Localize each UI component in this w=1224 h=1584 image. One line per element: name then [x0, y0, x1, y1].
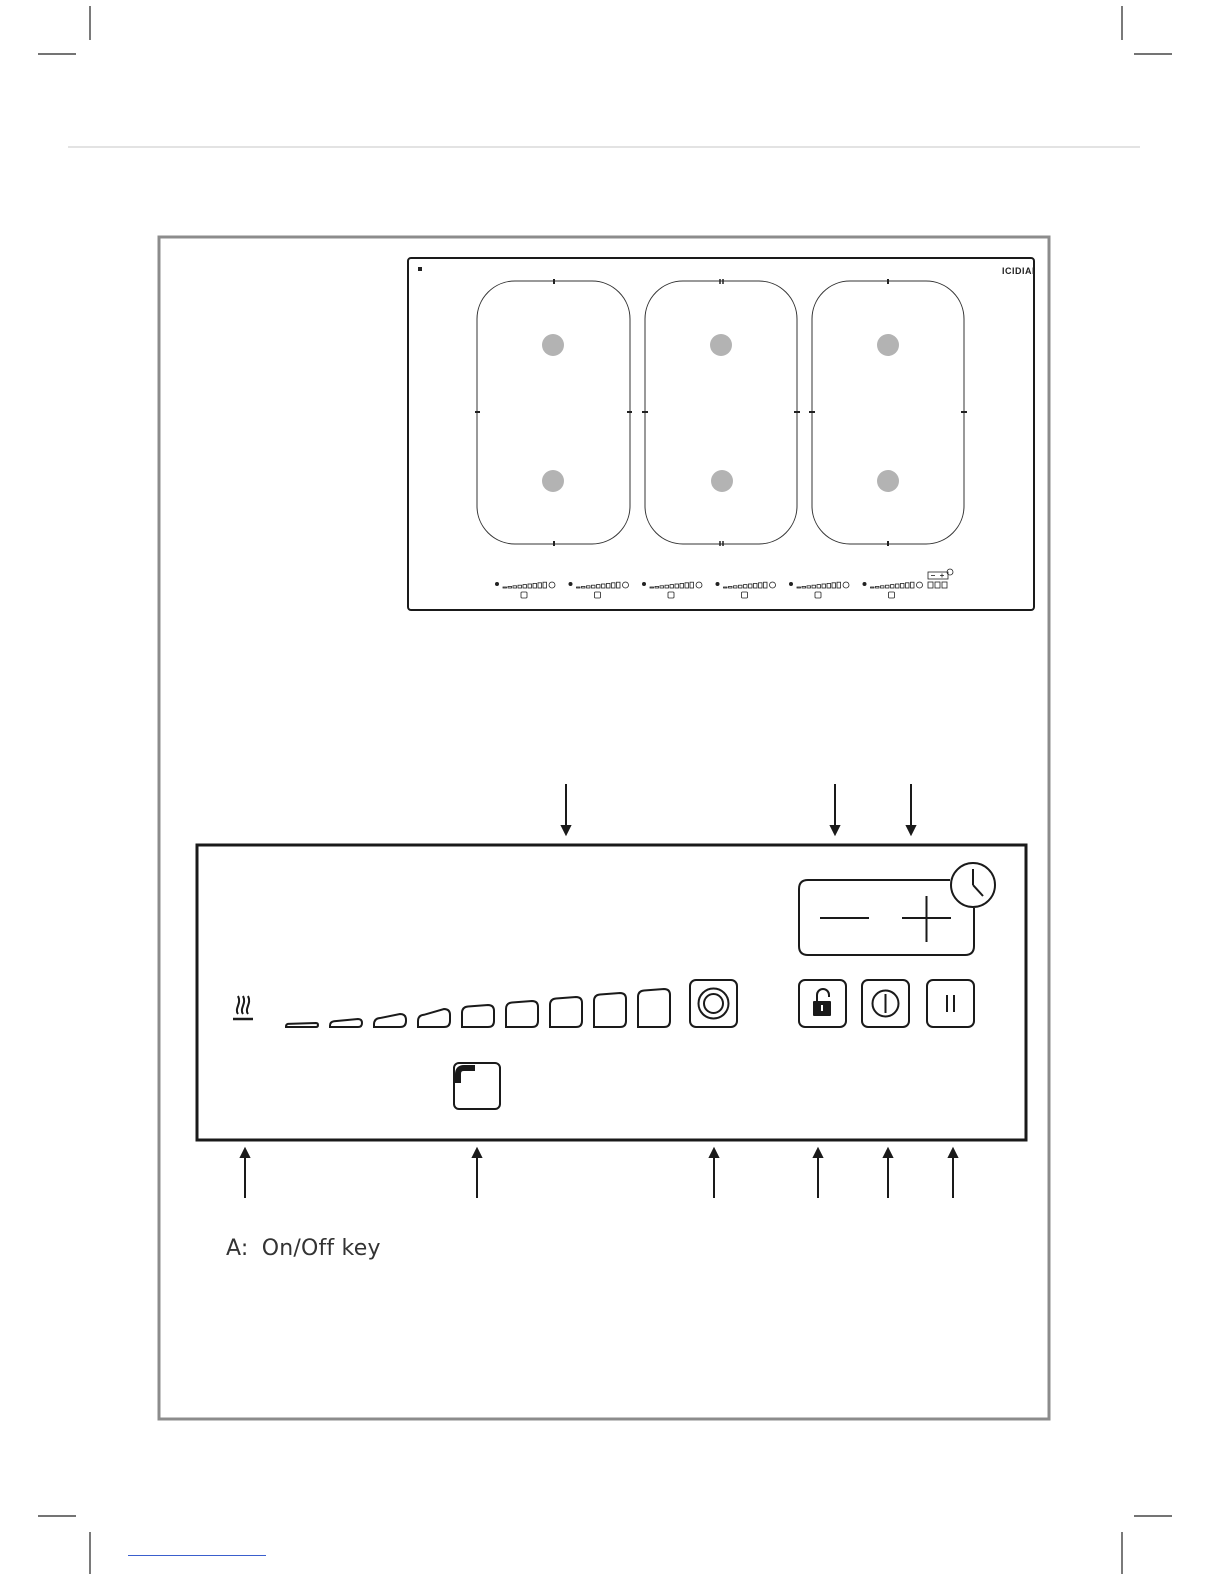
crop-marks: [38, 6, 1172, 1574]
mini-level-segment: [665, 585, 669, 588]
mini-boost: [623, 582, 629, 588]
mini-boost: [696, 582, 702, 588]
mini-level-segment: [503, 587, 507, 588]
mini-level-segment: [587, 586, 591, 588]
power-icon: [862, 980, 909, 1027]
hob-outline: [408, 258, 1034, 610]
mini-bridge: [742, 592, 748, 598]
power-level-segment[interactable]: [418, 1009, 450, 1027]
mini-heat-dot: [863, 582, 867, 586]
mini-level-segment: [513, 586, 517, 588]
mini-level-segment: [690, 582, 694, 588]
mini-level-segment: [607, 583, 611, 588]
mini-level-segment: [759, 583, 763, 588]
power-level-slider: [286, 989, 670, 1027]
power-level-segment[interactable]: [330, 1019, 362, 1027]
zone-marker: [542, 470, 564, 492]
mini-level-segment: [891, 585, 895, 588]
mini-bridge: [521, 592, 527, 598]
power-level-segment[interactable]: [374, 1014, 406, 1027]
mini-level-segment: [911, 582, 915, 588]
mini-heat-dot: [789, 582, 793, 586]
mini-bridge: [595, 592, 601, 598]
mini-level-segment: [592, 585, 596, 588]
mini-boost: [549, 582, 555, 588]
residual-heat-icon: [233, 996, 253, 1019]
mini-level-segment: [597, 585, 601, 588]
lock-icon: [799, 980, 846, 1027]
bridge-icon: [454, 1063, 500, 1109]
mini-level-segment: [685, 583, 689, 588]
cooking-zone-middle: [642, 279, 800, 546]
power-level-segment[interactable]: [638, 989, 670, 1027]
mini-level-segment: [617, 582, 621, 588]
mini-level-segment: [896, 584, 900, 588]
power-level-segment[interactable]: [594, 993, 626, 1027]
mini-level-segment: [822, 584, 826, 588]
mini-level-segment: [518, 585, 522, 588]
mini-level-segment: [817, 585, 821, 588]
mini-level-segment: [577, 587, 581, 588]
mini-level-segment: [729, 586, 733, 588]
mini-heat-dot: [642, 582, 646, 586]
mini-level-segment: [837, 582, 841, 588]
power-level-segment[interactable]: [550, 997, 582, 1027]
mini-boost: [770, 582, 776, 588]
mini-timer: [928, 569, 953, 588]
mini-level-segment: [764, 582, 768, 588]
boost-icon: [690, 980, 737, 1027]
timer-control: [799, 863, 995, 955]
mini-heat-dot: [569, 582, 573, 586]
control-panel-detail: [197, 784, 1026, 1198]
mini-level-segment: [533, 583, 537, 588]
mini-level-segment: [675, 584, 679, 588]
mini-level-segment: [543, 582, 547, 588]
power-level-segment[interactable]: [506, 1001, 538, 1027]
legend-letter: A:: [226, 1236, 249, 1261]
mini-level-segment: [797, 587, 801, 588]
power-level-segment[interactable]: [462, 1005, 494, 1027]
zone-marker: [542, 334, 564, 356]
mini-level-segment: [807, 586, 811, 588]
mini-heat-dot: [495, 582, 499, 586]
mini-level-segment: [528, 584, 532, 588]
pause-icon: [927, 980, 974, 1027]
panel-outline: [197, 845, 1026, 1140]
power-level-segment[interactable]: [286, 1023, 318, 1027]
mini-level-segment: [906, 583, 910, 588]
mini-level-segment: [871, 587, 875, 588]
mini-bridge: [668, 592, 674, 598]
mini-level-segment: [832, 583, 836, 588]
mini-level-segment: [724, 587, 728, 588]
mini-level-segment: [876, 586, 880, 588]
mini-level-segment: [508, 586, 512, 588]
callout-arrows-bottom: [241, 1149, 957, 1198]
mini-level-segment: [734, 586, 738, 588]
mini-level-segment: [523, 585, 527, 588]
zone-marker: [877, 334, 899, 356]
mini-level-segment: [612, 583, 616, 588]
mini-level-segment: [754, 583, 758, 588]
hob-corner-mark: [418, 267, 422, 271]
mini-level-segment: [901, 583, 905, 588]
mini-level-segment: [802, 586, 806, 588]
mini-level-segment: [655, 586, 659, 588]
mini-level-segment: [827, 583, 831, 588]
footer-link-underline: [128, 1555, 266, 1556]
mini-bridge: [815, 592, 821, 598]
cooking-zone-left: [475, 279, 632, 546]
legend-label: On/Off key: [261, 1236, 381, 1261]
mini-level-segment: [538, 583, 542, 588]
mini-control-strip: [495, 582, 923, 598]
mini-boost: [917, 582, 923, 588]
mini-level-segment: [744, 585, 748, 588]
mini-level-segment: [680, 583, 684, 588]
mini-level-segment: [749, 584, 753, 588]
zone-marker: [877, 470, 899, 492]
mini-bridge: [889, 592, 895, 598]
mini-boost: [843, 582, 849, 588]
mini-level-segment: [670, 585, 674, 588]
mini-level-segment: [886, 585, 890, 588]
hob-top-view: [408, 258, 1034, 610]
legend-item-a: [226, 1236, 381, 1261]
mini-level-segment: [582, 586, 586, 588]
mini-level-segment: [660, 586, 664, 588]
zone-marker: [710, 334, 732, 356]
cooking-zone-right: [809, 279, 967, 546]
mini-heat-dot: [716, 582, 720, 586]
mini-level-segment: [739, 585, 743, 588]
mini-level-segment: [650, 587, 654, 588]
zone-marker: [711, 470, 733, 492]
callout-arrows-top: [562, 784, 915, 834]
mini-level-segment: [602, 584, 606, 588]
mini-level-segment: [881, 586, 885, 588]
brand-logo: ICIDIAI: [1002, 266, 1036, 276]
mini-level-segment: [812, 585, 816, 588]
